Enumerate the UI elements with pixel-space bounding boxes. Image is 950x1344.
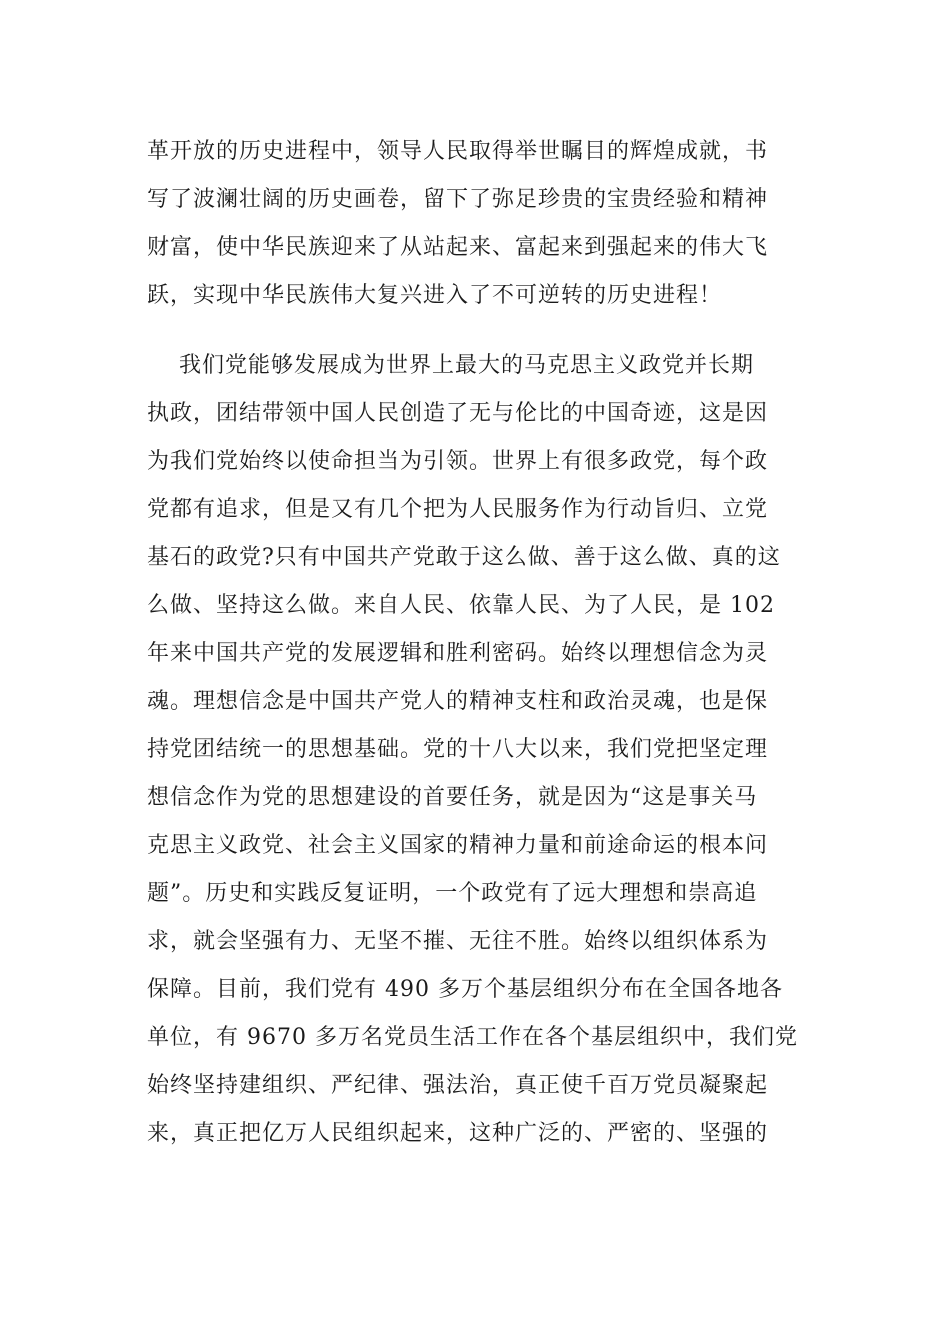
text-line: 执政，团结带领中国人民创造了无与伦比的中国奇迹，这是因 <box>147 401 769 426</box>
text-line: 基石的政党?只有中国共产党敢于这么做、善于这么做、真的这 <box>147 545 781 570</box>
paragraph-1 <box>147 133 807 325</box>
text-line: 想信念作为党的思想建设的首要任务，就是因为“这是事关马 <box>147 785 758 810</box>
text-line: 始终坚持建组织、严纪律、强法治，真正使千百万党员凝聚起 <box>147 1073 769 1098</box>
text-line: 财富，使中华民族迎来了从站起来、富起来到强起来的伟大飞 <box>147 235 769 260</box>
text-line: 跃，实现中华民族伟大复兴进入了不可逆转的历史进程！ <box>147 283 723 308</box>
text-line: 持党团结统一的思想基础。党的十八大以来，我们党把坚定理 <box>147 737 769 762</box>
text-line: 魂。理想信念是中国共产党人的精神支柱和政治灵魂，也是保 <box>147 689 769 714</box>
text-line: 党都有追求，但是又有几个把为人民服务作为行动旨归、立党 <box>147 497 769 522</box>
paragraph-2 <box>147 347 807 1163</box>
text-line: 单位，有 9670 多万名党员生活工作在各个基层组织中，我们党 <box>147 1025 798 1050</box>
paragraph-spacer <box>147 325 807 347</box>
text-line: 写了波澜壮阔的历史画卷，留下了弥足珍贵的宝贵经验和精神 <box>147 187 769 212</box>
document-body <box>147 133 807 1163</box>
text-line: 克思主义政党、社会主义国家的精神力量和前途命运的根本问 <box>147 833 769 858</box>
text-line: 我们党能够发展成为世界上最大的马克思主义政党并长期 <box>147 353 754 378</box>
text-line: 来，真正把亿万人民组织起来，这种广泛的、严密的、坚强的 <box>147 1121 769 1146</box>
text-line: 为我们党始终以使命担当为引领。世界上有很多政党，每个政 <box>147 449 769 474</box>
text-line: 么做、坚持这么做。来自人民、依靠人民、为了人民，是 102 <box>147 593 775 618</box>
text-line: 求，就会坚强有力、无坚不摧、无往不胜。始终以组织体系为 <box>147 929 769 954</box>
text-line: 题”。历史和实践反复证明，一个政党有了远大理想和崇高追 <box>147 881 758 906</box>
text-line: 年来中国共产党的发展逻辑和胜利密码。始终以理想信念为灵 <box>147 641 769 666</box>
text-line: 革开放的历史进程中，领导人民取得举世瞩目的辉煌成就，书 <box>147 139 769 164</box>
text-line: 保障。目前，我们党有 490 多万个基层组织分布在全国各地各 <box>147 977 783 1002</box>
